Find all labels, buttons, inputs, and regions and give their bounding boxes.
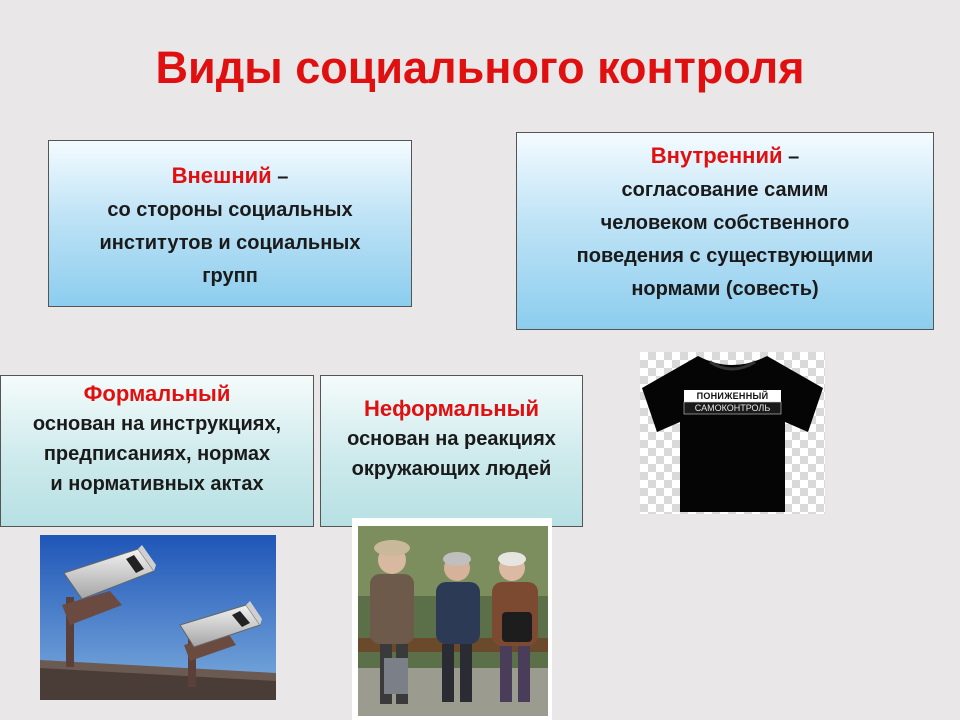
internal-line-4: нормами (совесть) — [631, 278, 819, 300]
external-heading-line — [49, 159, 411, 194]
tshirt-text-line-1: ПОНИЖЕННЫЙ — [696, 391, 769, 401]
external-control-box — [48, 140, 412, 307]
external-line-1: со стороны социальных — [107, 199, 353, 221]
external-line-2: институтов и социальных — [99, 232, 361, 254]
internal-dash: – — [782, 146, 800, 168]
black-tshirt-image — [640, 352, 825, 514]
informal-line-1: основан на реакциях — [347, 428, 556, 450]
tshirt-shape — [640, 352, 825, 514]
internal-heading: Внутренний — [650, 143, 783, 168]
external-dash: – — [271, 166, 289, 188]
women-illustration — [352, 518, 552, 720]
formal-line-1: основан на инструкциях, — [32, 413, 282, 435]
internal-line-3: поведения с существующими — [576, 245, 874, 267]
informal-control-box — [320, 375, 583, 527]
elderly-women-on-bench-image — [352, 518, 552, 720]
internal-line-1: согласование самим — [621, 179, 829, 201]
tshirt-text-line-2: САМОКОНТРОЛЬ — [694, 403, 771, 413]
internal-control-box — [516, 132, 934, 330]
formal-line-2: предписаниях, нормах — [43, 443, 271, 465]
informal-heading: Неформальный — [364, 396, 539, 421]
informal-line-2: окружающих людей — [351, 458, 552, 480]
security-cameras-image — [40, 535, 276, 700]
external-line-3: групп — [202, 265, 258, 287]
slide-title: Виды социального контроля — [155, 42, 805, 93]
cameras-illustration — [40, 535, 276, 700]
formal-heading: Формальный — [83, 381, 231, 406]
formal-control-box — [0, 375, 314, 527]
internal-heading-line — [517, 139, 933, 174]
external-heading: Внешний — [171, 163, 272, 188]
internal-line-2: человеком собственного — [600, 212, 850, 234]
formal-line-3: и нормативных актах — [50, 473, 264, 495]
